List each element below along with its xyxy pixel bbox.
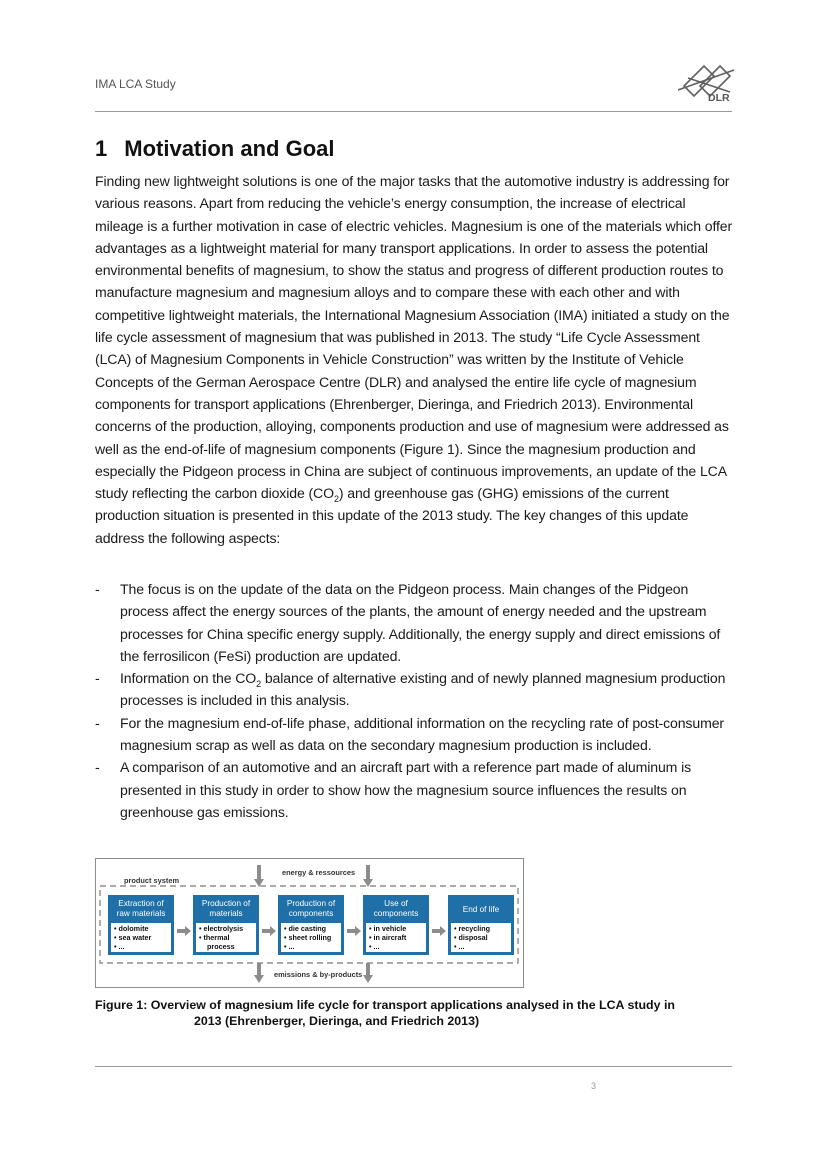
stage-box	[448, 895, 514, 955]
page-number: 3	[591, 1081, 597, 1091]
stage-title: End of life	[462, 905, 500, 914]
flow-arrow	[347, 926, 361, 936]
stage-item: • thermal	[199, 933, 230, 942]
stage-item: • ...	[454, 942, 465, 951]
stage-box	[108, 895, 174, 955]
stage-item: • dolomite	[114, 924, 149, 933]
stage-item: • sea water	[114, 933, 152, 942]
stage-title: materials	[209, 909, 243, 918]
section-number: 1	[95, 136, 108, 161]
stage-item: • sheet rolling	[284, 933, 332, 942]
section-title	[95, 136, 334, 162]
key-changes-list	[95, 578, 735, 823]
list-item: - A comparison of an automotive and an aircraft part with a reference part made of aluminum is presented in this study in order to show how the magnesium source influences the results on greenhouse gas emissions.	[95, 759, 692, 820]
list-item: - Information on the $CO_2$ balance of alternative existing and of newly planned magnesium production processes is included in this analysis.	[95, 670, 726, 709]
stage-item: • electrolysis	[199, 924, 244, 933]
stage-title: Use of	[384, 899, 408, 908]
stage-box	[278, 895, 344, 955]
emissions-label: emissions & by-products	[274, 970, 363, 979]
logo-text: DLR	[708, 92, 730, 104]
header-study-label: IMA LCA Study	[95, 77, 176, 91]
stage-title: raw materials	[116, 909, 166, 918]
stage-item: • in aircraft	[369, 933, 407, 942]
stage-item: • ...	[369, 942, 380, 951]
figure-caption: Figure 1: Overview of magnesium life cycle for transport applications analysed in the LCA study in 2013 (Ehrenberger, Dieringa, and Friedrich 2013)	[95, 998, 675, 1028]
flow-arrow	[177, 926, 191, 936]
product-system-label: product system	[124, 876, 180, 885]
footer-divider	[95, 1066, 732, 1067]
stage-box	[193, 895, 259, 955]
stage-item: • in vehicle	[369, 924, 407, 933]
stage-item: • die casting	[284, 924, 327, 933]
flow-arrow	[262, 926, 276, 936]
stage-title: Production of	[286, 899, 336, 908]
section-title-text: Motivation and Goal	[124, 136, 335, 161]
energy-label: energy & ressources	[282, 868, 356, 877]
stage-item: • ...	[114, 942, 125, 951]
stage-item: process	[207, 942, 235, 951]
header-divider	[95, 111, 732, 112]
stage-item: • recycling	[454, 924, 491, 933]
flow-arrow	[432, 926, 446, 936]
stage-title: Extraction of	[118, 899, 164, 908]
stage-item: • ...	[284, 942, 295, 951]
stage-box	[363, 895, 429, 955]
stage-title: components	[288, 909, 334, 918]
life-cycle-figure	[95, 858, 524, 988]
stage-title: Production of	[201, 899, 251, 908]
list-item: - The focus is on the update of the data on the Pidgeon process. Main changes of the Pidgeon process affect the energy sources of the plants, the amount of energy needed and the upstream processes for China specific energy supply. Additionally, the energy supply and direct emissions of the ferrosilicon (FeSi) production are updated.	[95, 581, 721, 664]
stage-item: • disposal	[454, 933, 488, 942]
list-item: - For the magnesium end-of-life phase, additional information on the recycling rate of post-consumer magnesium scrap as well as data on the secondary magnesium production is included.	[95, 714, 724, 754]
stage-title: components	[373, 909, 419, 918]
intro-paragraph: Finding new lightweight solutions is one of the major tasks that the automotive industry is addressing for various reasons. Apart from reducing the vehicle’s energy consumption, the increase of electrical mileage is a further motivation in case of electric vehicles. Magnesium is one of the materials which offer advantages as a lightweight material for many transport applications. In order to assess the potential environmental benefits of magnesium, to show the status and progress of different production routes to manufacture magnesium and magnesium alloys and to compare these with each other and with competitive lightweight materials, the International Magnesium Association (IMA) initiated a study on the life cycle assessment of magnesium that was published in 2013. The study “Life Cycle Assessment (LCA) of Magnesium Components in Vehicle Construction” was written by the Institute of Vehicle Concepts of the German Aerospace Centre (DLR) and analysed the entire life cycle of magnesium components for transport applications (Ehrenberger, Dieringa, and Friedrich 2013). Environmental concerns of the production, alloying, components production and use of magnesium were addressed as well as the end-of-life of magnesium components (Figure 1). Since the magnesium production and especially the Pidgeon process in China are subject of continuous improvements, an update of the LCA study reflecting the carbon dioxide $(CO_2)$ and greenhouse gas (GHG) emissions of the current production situation is presented in this update of the 2013 study. The key changes of this update address the following aspects:	[95, 173, 733, 546]
